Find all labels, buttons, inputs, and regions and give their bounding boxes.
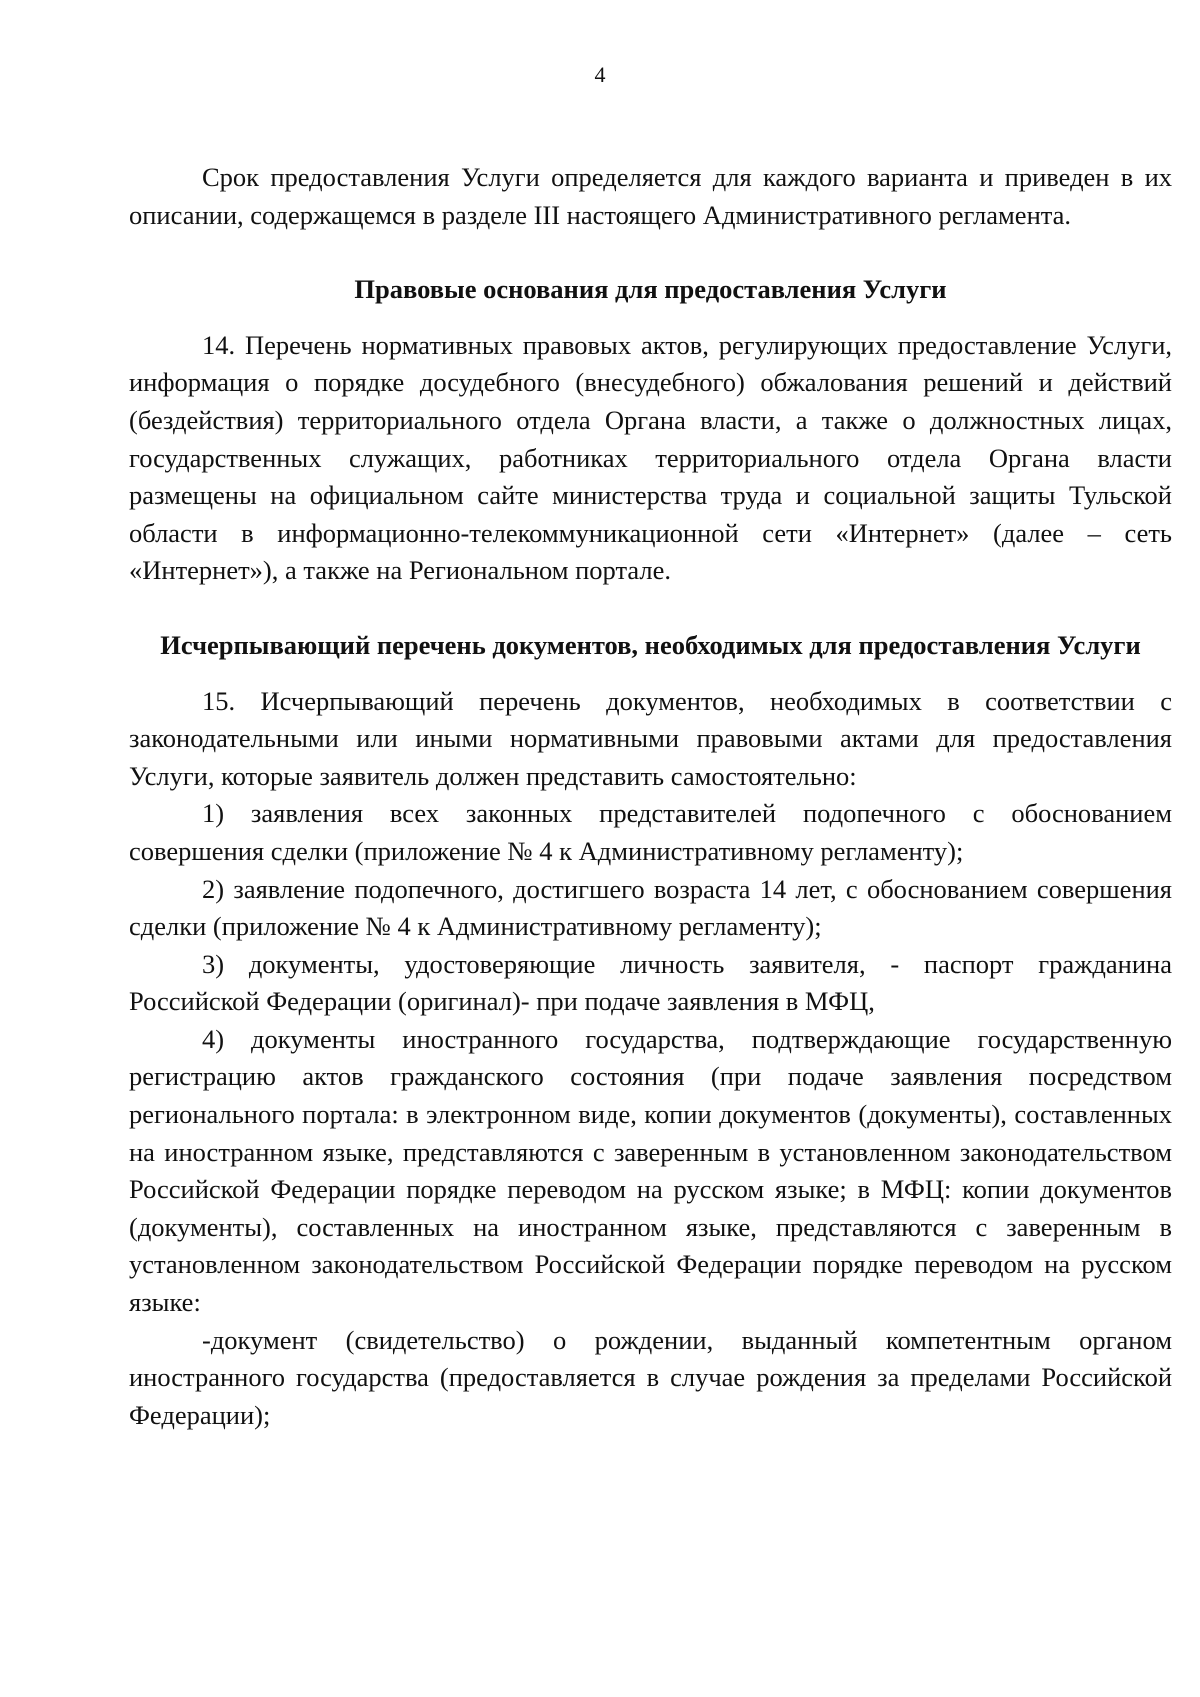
list-item-4: 4) документы иностранного государства, подтверждающие государственную регистрацию актов гражданского состояния (при подаче заявления посредством регионального портала: в электронном виде, копии документов (документы), составленных на иностранном языке, представляются с заверенным в установленном законодательством Российской Федерации порядке переводом на русском языке; в МФЦ: копии документов (документы), составленных на иностранном языке, представляются с заверенным в установленном законодательством Российской Федерации порядке переводом на русском языке: [129, 1023, 1172, 1318]
page-number: 4 [594, 62, 606, 87]
list-item-1: 1) заявления всех законных представителей подопечного с обоснованием совершения сделки (приложение № 4 к Административному регламенту); [129, 798, 1172, 866]
heading-legal-basis: Правовые основания для предоставления Услуги [354, 274, 947, 305]
paragraph-14: 14. Перечень нормативных правовых актов, регулирующих предоставление Услуги, информация о порядке досудебного (внесудебного) обжалования решений и действий (бездействия) территориального отдела Органа власти, а также о должностных лицах, государственных служащих, работниках территориального отдела Органа власти размещены на официальном сайте министерства труда и социальной защиты Тульской области в информационно-телекоммуникационной сети «Интернет» (далее – сеть «Интернет»), а также на Региональном портале. [129, 329, 1172, 586]
document-body [129, 159, 1172, 1434]
list-item-4-birth-certificate: -документ (свидетельство) о рождении, выданный компетентным органом иностранного государства (предоставляется в случае рождения за пределами Российской Федерации); [129, 1324, 1172, 1430]
list-item-3: 3) документы, удостоверяющие личность заявителя, - паспорт гражданина Российской Федерации (оригинал)- при подаче заявления в МФЦ, [129, 948, 1172, 1017]
paragraph-service-term: Срок предоставления Услуги определяется для каждого варианта и приведен в их описании, содержащемся в разделе III настоящего Административного регламента. [129, 162, 1172, 230]
heading-documents-list: Исчерпывающий перечень документов, необходимых для предоставления Услуги [160, 629, 1141, 660]
paragraph-15: 15. Исчерпывающий перечень документов, необходимых в соответствии с законодательными или иными нормативными правовыми актами для предоставления Услуги, которые заявитель должен представить самостоятельно: [129, 685, 1172, 791]
list-item-2: 2) заявление подопечного, достигшего возраста 14 лет, с обоснованием совершения сделки (приложение № 4 к Административному регламенту); [129, 873, 1172, 942]
